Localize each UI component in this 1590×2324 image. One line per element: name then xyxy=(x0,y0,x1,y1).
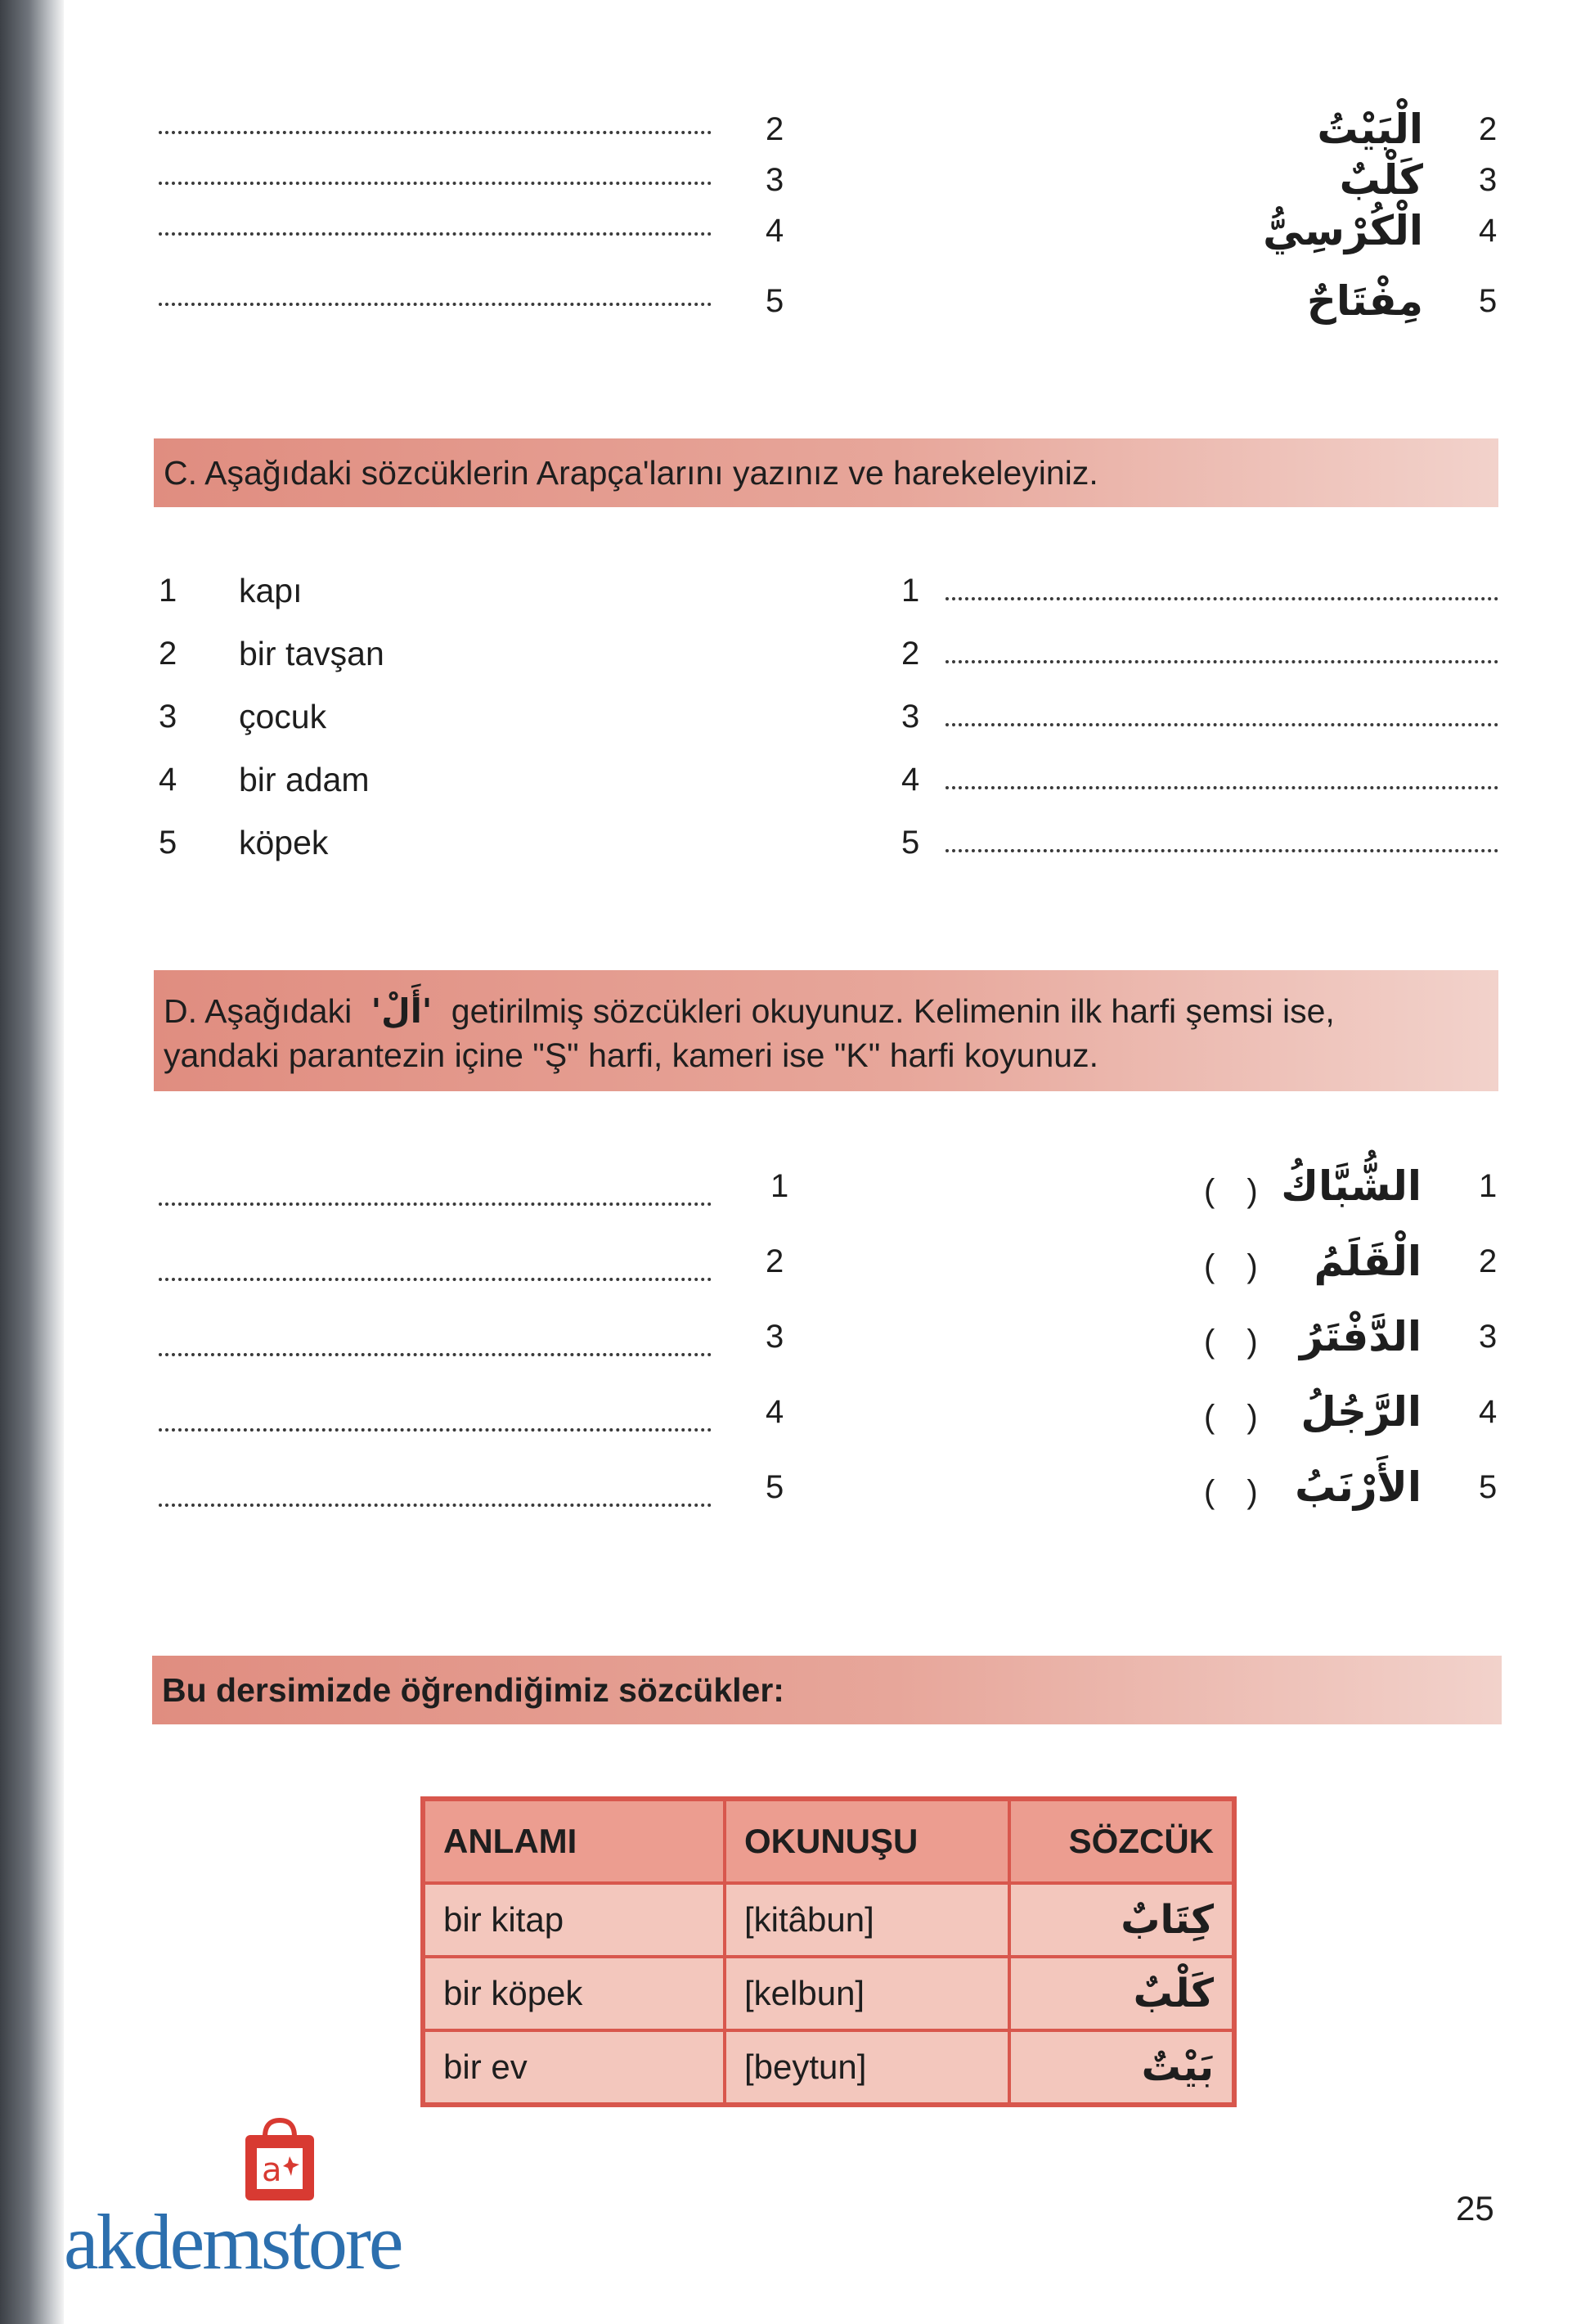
logo-badge-letter: a xyxy=(262,2151,282,2189)
logo-wordmark: akdemstore xyxy=(64,2198,402,2286)
section-d-title-b: getirilmiş sözcükleri okuyunuz. Kelimenin ilk harfi şemsi ise, xyxy=(451,992,1335,1030)
row-number: 1 xyxy=(159,573,177,609)
answer-parentheses[interactable]: ( ) xyxy=(1204,1399,1269,1435)
al-marker: 'أَلْ' xyxy=(371,991,433,1031)
row-number: 5 xyxy=(159,825,177,861)
cell-pronunciation: [kelbun] xyxy=(725,1957,1009,2030)
page-number: 25 xyxy=(1456,2189,1494,2227)
cell-meaning: bir kitap xyxy=(423,1883,725,1957)
answer-line[interactable] xyxy=(159,1194,712,1206)
cell-pronunciation: [beytun] xyxy=(725,2030,1009,2105)
answer-parentheses[interactable]: ( ) xyxy=(1204,1248,1269,1284)
row-number: 2 xyxy=(1479,1243,1498,1279)
arabic-word: الْكُرْسِيُّ xyxy=(1263,207,1423,254)
arabic-word: الْقَلَمُ xyxy=(1314,1238,1422,1285)
row-number: 3 xyxy=(1479,1319,1498,1355)
row-number: 4 xyxy=(1479,213,1498,249)
arabic-word: الْبَيْتُ xyxy=(1317,106,1423,153)
row-number: 2 xyxy=(766,111,784,147)
row-number: 2 xyxy=(159,636,177,672)
row-number: 1 xyxy=(770,1168,789,1204)
arabic-word: الدَّفْتَرُ xyxy=(1299,1313,1422,1360)
arabic-word: الرَّجُلُ xyxy=(1300,1388,1422,1436)
section-c-title: C. Aşağıdaki sözcüklerin Arapça'larını yazınız ve harekeleyiniz. xyxy=(164,454,1098,492)
col-header-meaning: ANLAMI xyxy=(423,1799,725,1883)
arabic-word: الشُّبَّاكُ xyxy=(1281,1162,1422,1210)
row-number: 3 xyxy=(1479,162,1498,198)
table-row xyxy=(423,2030,1234,2105)
vocab-table xyxy=(420,1796,1237,2107)
cell-arabic-word: كِتَابٌ xyxy=(1009,1883,1234,1957)
answer-line[interactable] xyxy=(159,173,712,185)
answer-parentheses[interactable]: ( ) xyxy=(1204,1474,1269,1510)
answer-line[interactable] xyxy=(159,1270,712,1281)
answer-parentheses[interactable]: ( ) xyxy=(1204,1324,1269,1360)
cell-pronunciation: [kitâbun] xyxy=(725,1883,1009,1957)
section-d-title-line2: yandaki parantezin içine "Ş" harfi, kameri ise "K" harfi koyunuz. xyxy=(164,1036,1098,1074)
answer-line[interactable] xyxy=(945,841,1498,852)
turkish-word: kapı xyxy=(239,572,303,609)
cell-meaning: bir ev xyxy=(423,2030,725,2105)
answer-line[interactable] xyxy=(159,294,712,306)
section-d-header xyxy=(154,970,1498,1091)
row-number: 3 xyxy=(901,699,920,735)
answer-line[interactable] xyxy=(945,715,1498,726)
answer-line[interactable] xyxy=(945,652,1498,663)
arabic-word: مِفْتَاحٌ xyxy=(1306,277,1423,325)
row-number: 3 xyxy=(766,162,784,198)
table-row xyxy=(423,1883,1234,1957)
answer-line[interactable] xyxy=(945,778,1498,789)
cell-arabic-word: كَلْبٌ xyxy=(1009,1957,1234,2030)
store-logo xyxy=(64,2115,505,2287)
row-number: 2 xyxy=(901,636,920,672)
section-c-header xyxy=(154,438,1498,507)
arabic-word: الأَرْنَبُ xyxy=(1295,1463,1422,1511)
section-d-title-a: D. Aşağıdaki xyxy=(164,992,353,1030)
row-number: 5 xyxy=(901,825,920,861)
vocab-header xyxy=(152,1656,1502,1724)
answer-line[interactable] xyxy=(159,1495,712,1507)
col-header-word: SÖZCÜK xyxy=(1009,1799,1234,1883)
section-d-title-line1 xyxy=(164,990,1335,1032)
book-spine-shadow xyxy=(0,0,64,2324)
answer-line[interactable] xyxy=(159,1345,712,1356)
row-number: 3 xyxy=(159,699,177,735)
col-header-pronunciation: OKUNUŞU xyxy=(725,1799,1009,1883)
row-number: 2 xyxy=(766,1243,784,1279)
row-number: 4 xyxy=(1479,1394,1498,1430)
row-number: 1 xyxy=(1479,1168,1498,1204)
answer-line[interactable] xyxy=(945,589,1498,600)
row-number: 5 xyxy=(766,1469,784,1505)
row-number: 2 xyxy=(1479,111,1498,147)
row-number: 5 xyxy=(1479,1469,1498,1505)
row-number: 4 xyxy=(901,762,920,798)
row-number: 1 xyxy=(901,573,920,609)
vocab-title: Bu dersimizde öğrendiğimiz sözcükler: xyxy=(162,1671,784,1709)
answer-parentheses[interactable]: ( ) xyxy=(1204,1173,1269,1209)
turkish-word: bir adam xyxy=(239,761,370,798)
answer-line[interactable] xyxy=(159,1420,712,1432)
row-number: 3 xyxy=(766,1319,784,1355)
turkish-word: bir tavşan xyxy=(239,635,384,672)
row-number: 4 xyxy=(766,1394,784,1430)
turkish-word: çocuk xyxy=(239,698,327,735)
shopping-bag-icon xyxy=(234,2115,326,2205)
row-number: 5 xyxy=(1479,283,1498,319)
row-number: 4 xyxy=(159,762,177,798)
answer-line[interactable] xyxy=(159,123,712,134)
arabic-word: كَلْبٌ xyxy=(1339,156,1423,204)
cell-meaning: bir köpek xyxy=(423,1957,725,2030)
row-number: 4 xyxy=(766,213,784,249)
table-row xyxy=(423,1957,1234,2030)
cell-arabic-word: بَيْتٌ xyxy=(1009,2030,1234,2105)
row-number: 5 xyxy=(766,283,784,319)
turkish-word: köpek xyxy=(239,824,329,861)
answer-line[interactable] xyxy=(159,224,712,236)
table-header-row xyxy=(423,1799,1234,1883)
